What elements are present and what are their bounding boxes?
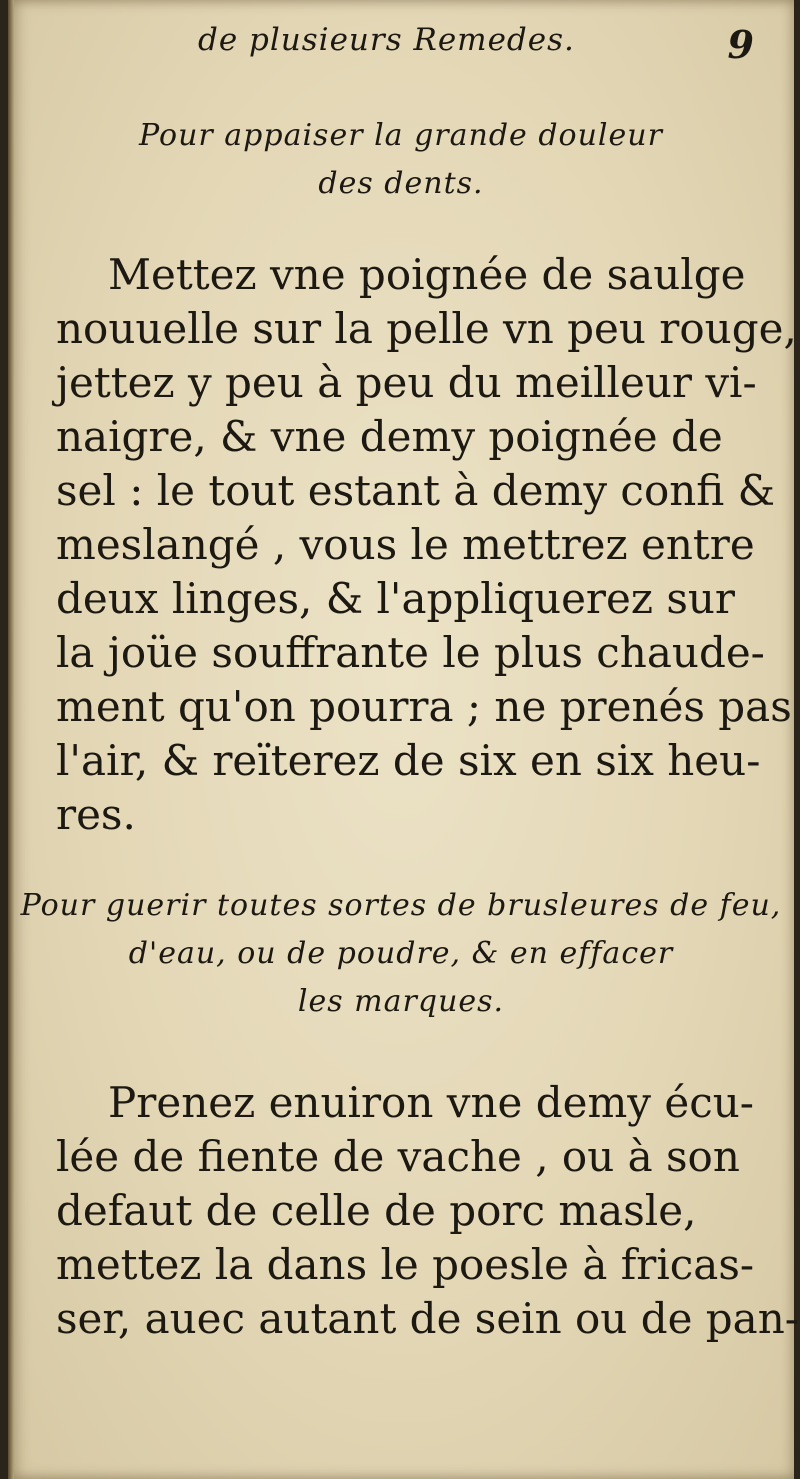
book-page xyxy=(8,0,799,1479)
heading-line: des dents. xyxy=(318,166,484,201)
body-line: Prenez enuiron vne demy écu- xyxy=(108,1078,754,1127)
heading-line: d'eau, ou de poudre, & en effacer xyxy=(128,936,674,971)
body-line: deux linges, & l'appliquerez sur xyxy=(56,574,736,623)
body-line: la joüe souffrante le plus chaude- xyxy=(56,628,765,677)
body-line: naigre, & vne demy poignée de xyxy=(56,412,723,461)
body-line: mettez la dans le poesle à fricas- xyxy=(56,1240,755,1289)
section-heading-burns xyxy=(8,882,794,1026)
body-line: nouuelle sur la pelle vn peu rouge, xyxy=(56,304,797,353)
body-line: defaut de celle de porc masle, xyxy=(56,1186,697,1235)
body-line: ment qu'on pourra ; ne prenés pas xyxy=(56,682,792,731)
body-line: meslangé , vous le mettrez entre xyxy=(56,520,755,569)
body-line: l'air, & reïterez de six en six heu- xyxy=(56,736,761,785)
heading-line: les marques. xyxy=(297,984,505,1019)
section-heading-toothache xyxy=(8,112,794,208)
heading-line: Pour guerir toutes sortes de brusleures de feu, xyxy=(20,888,782,923)
section-body-toothache xyxy=(56,248,797,842)
page-gutter xyxy=(8,0,14,1479)
body-line: res. xyxy=(56,790,136,839)
body-line: lée de fiente de vache , ou à son xyxy=(56,1132,740,1181)
heading-line: Pour appaiser la grande douleur xyxy=(139,118,663,153)
page-number: 9 xyxy=(727,22,754,67)
body-line: jettez y peu à peu du meilleur vi- xyxy=(56,358,757,407)
body-line: ser, auec autant de sein ou de pan- xyxy=(56,1294,799,1343)
running-head: de plusieurs Remedes. xyxy=(198,22,575,58)
body-line: Mettez vne poignée de saulge xyxy=(108,250,746,299)
body-line: sel : le tout estant à demy confi & xyxy=(56,466,776,515)
section-body-burns xyxy=(56,1076,799,1346)
